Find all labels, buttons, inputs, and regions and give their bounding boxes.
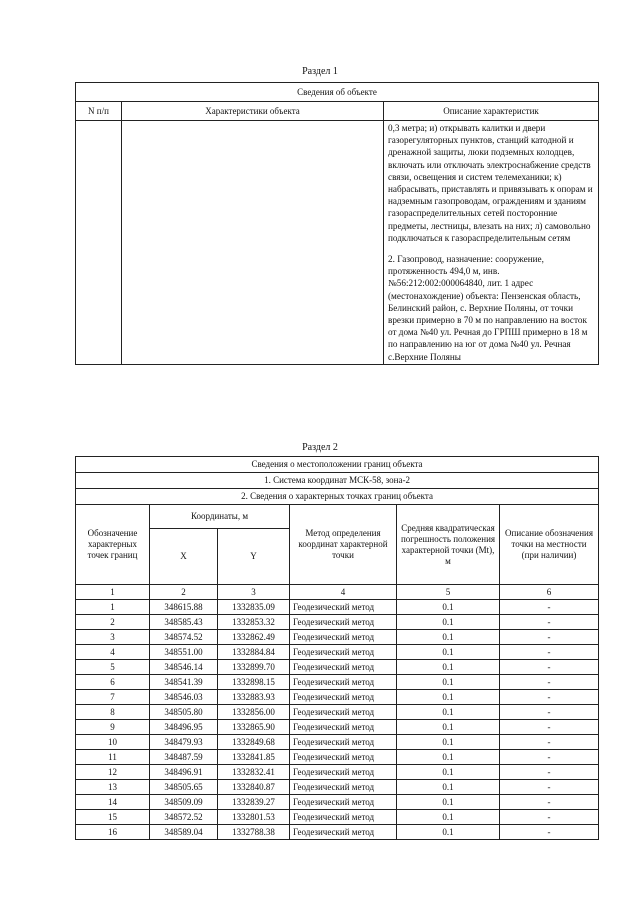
characteristics-cell bbox=[122, 121, 384, 365]
x-cell: 348585.43 bbox=[150, 615, 218, 630]
header-point-description: Описание обозначения точки на местности (при наличии) bbox=[500, 505, 599, 585]
y-cell: 1332841.85 bbox=[218, 750, 290, 765]
col-number-6: 6 bbox=[500, 585, 599, 600]
point-number-cell: 11 bbox=[76, 750, 150, 765]
error-cell: 0.1 bbox=[397, 720, 500, 735]
point-number-cell: 1 bbox=[76, 600, 150, 615]
y-cell: 1332849.68 bbox=[218, 735, 290, 750]
error-cell: 0.1 bbox=[397, 660, 500, 675]
error-cell: 0.1 bbox=[397, 645, 500, 660]
x-cell: 348574.52 bbox=[150, 630, 218, 645]
error-cell: 0.1 bbox=[397, 825, 500, 840]
method-cell: Геодезический метод bbox=[290, 825, 397, 840]
error-cell: 0.1 bbox=[397, 735, 500, 750]
table-row bbox=[76, 600, 599, 615]
point-description-cell: - bbox=[500, 810, 599, 825]
method-cell: Геодезический метод bbox=[290, 660, 397, 675]
table-row bbox=[76, 720, 599, 735]
table-row bbox=[76, 735, 599, 750]
col-number-1: 1 bbox=[76, 585, 150, 600]
section2-title: Раздел 2 bbox=[302, 442, 338, 453]
x-cell: 348479.93 bbox=[150, 735, 218, 750]
table-row bbox=[76, 615, 599, 630]
header-error: Средняя квадратическая погрешность положения характерной точки (Мt), м bbox=[397, 505, 500, 585]
x-cell: 348487.59 bbox=[150, 750, 218, 765]
header-y: Y bbox=[218, 529, 290, 585]
y-cell: 1332832.41 bbox=[218, 765, 290, 780]
x-cell: 348509.09 bbox=[150, 795, 218, 810]
point-number-cell: 6 bbox=[76, 675, 150, 690]
error-cell: 0.1 bbox=[397, 705, 500, 720]
points-title: 2. Сведения о характерных точках границ объекта bbox=[76, 489, 599, 505]
table-row bbox=[76, 660, 599, 675]
table-row bbox=[76, 690, 599, 705]
x-cell: 348551.00 bbox=[150, 645, 218, 660]
method-cell: Геодезический метод bbox=[290, 705, 397, 720]
x-cell: 348496.95 bbox=[150, 720, 218, 735]
point-description-cell: - bbox=[500, 690, 599, 705]
table-row bbox=[76, 765, 599, 780]
point-description-cell: - bbox=[500, 780, 599, 795]
table-row bbox=[76, 825, 599, 840]
table-row bbox=[76, 705, 599, 720]
object-info-title: Сведения об объекте bbox=[76, 83, 599, 102]
method-cell: Геодезический метод bbox=[290, 780, 397, 795]
y-cell: 1332899.70 bbox=[218, 660, 290, 675]
table-row bbox=[76, 810, 599, 825]
error-cell: 0.1 bbox=[397, 615, 500, 630]
description-text-part2: 2. Газопровод, назначение: сооружение, протяженность 494,0 м, инв.№56:212:002:000064840, лит. 1 адрес (местонахождение) объекта: Пензенская область, Белинский район, с. Верхние Поляны, от точки врезки примерно в 70 м по направлению на восток от дома №40 ул. Речная до ГРПШ примерно в 18 м по направлению на юг от дома №40 ул. Речная с.Верхние Поляны bbox=[388, 254, 588, 362]
point-number-cell: 15 bbox=[76, 810, 150, 825]
point-description-cell: - bbox=[500, 705, 599, 720]
y-cell: 1332883.93 bbox=[218, 690, 290, 705]
location-title: Сведения о местоположении границ объекта bbox=[76, 457, 599, 473]
point-number-cell: 5 bbox=[76, 660, 150, 675]
method-cell: Геодезический метод bbox=[290, 765, 397, 780]
x-cell: 348546.14 bbox=[150, 660, 218, 675]
error-cell: 0.1 bbox=[397, 810, 500, 825]
error-cell: 0.1 bbox=[397, 795, 500, 810]
point-number-cell: 2 bbox=[76, 615, 150, 630]
point-description-cell: - bbox=[500, 615, 599, 630]
col-header-description: Описание характеристик bbox=[384, 102, 599, 121]
method-cell: Геодезический метод bbox=[290, 690, 397, 705]
y-cell: 1332856.00 bbox=[218, 705, 290, 720]
row-number-cell bbox=[76, 121, 122, 365]
method-cell: Геодезический метод bbox=[290, 720, 397, 735]
point-number-cell: 9 bbox=[76, 720, 150, 735]
method-cell: Геодезический метод bbox=[290, 645, 397, 660]
method-cell: Геодезический метод bbox=[290, 750, 397, 765]
method-cell: Геодезический метод bbox=[290, 675, 397, 690]
error-cell: 0.1 bbox=[397, 600, 500, 615]
y-cell: 1332839.27 bbox=[218, 795, 290, 810]
point-number-cell: 3 bbox=[76, 630, 150, 645]
table-row bbox=[76, 675, 599, 690]
point-description-cell: - bbox=[500, 600, 599, 615]
col-number-4: 4 bbox=[290, 585, 397, 600]
error-cell: 0.1 bbox=[397, 780, 500, 795]
col-header-number: N п/п bbox=[76, 102, 122, 121]
x-cell: 348546.03 bbox=[150, 690, 218, 705]
col-header-characteristics: Характеристики объекта bbox=[122, 102, 384, 121]
header-designation: Обозначение характерных точек границ bbox=[76, 505, 150, 585]
method-cell: Геодезический метод bbox=[290, 795, 397, 810]
y-cell: 1332840.87 bbox=[218, 780, 290, 795]
y-cell: 1332788.38 bbox=[218, 825, 290, 840]
point-description-cell: - bbox=[500, 720, 599, 735]
table-row bbox=[76, 645, 599, 660]
point-description-cell: - bbox=[500, 825, 599, 840]
error-cell: 0.1 bbox=[397, 750, 500, 765]
point-number-cell: 7 bbox=[76, 690, 150, 705]
y-cell: 1332835.09 bbox=[218, 600, 290, 615]
error-cell: 0.1 bbox=[397, 630, 500, 645]
point-number-cell: 14 bbox=[76, 795, 150, 810]
method-cell: Геодезический метод bbox=[290, 600, 397, 615]
error-cell: 0.1 bbox=[397, 675, 500, 690]
point-description-cell: - bbox=[500, 675, 599, 690]
y-cell: 1332865.90 bbox=[218, 720, 290, 735]
point-number-cell: 8 bbox=[76, 705, 150, 720]
method-cell: Геодезический метод bbox=[290, 735, 397, 750]
header-coords: Координаты, м bbox=[150, 505, 290, 529]
y-cell: 1332884.84 bbox=[218, 645, 290, 660]
col-number-5: 5 bbox=[397, 585, 500, 600]
boundary-points-table bbox=[75, 456, 599, 840]
coord-system: 1. Система координат МСК-58, зона-2 bbox=[76, 473, 599, 489]
method-cell: Геодезический метод bbox=[290, 615, 397, 630]
x-cell: 348541.39 bbox=[150, 675, 218, 690]
point-number-cell: 10 bbox=[76, 735, 150, 750]
method-cell: Геодезический метод bbox=[290, 630, 397, 645]
object-info-table bbox=[75, 82, 599, 365]
y-cell: 1332801.53 bbox=[218, 810, 290, 825]
point-number-cell: 13 bbox=[76, 780, 150, 795]
point-description-cell: - bbox=[500, 750, 599, 765]
x-cell: 348505.65 bbox=[150, 780, 218, 795]
y-cell: 1332853.32 bbox=[218, 615, 290, 630]
section1-title: Раздел 1 bbox=[302, 66, 338, 77]
table-row bbox=[76, 630, 599, 645]
table-row bbox=[76, 780, 599, 795]
x-cell: 348589.04 bbox=[150, 825, 218, 840]
point-number-cell: 12 bbox=[76, 765, 150, 780]
y-cell: 1332898.15 bbox=[218, 675, 290, 690]
point-description-cell: - bbox=[500, 645, 599, 660]
point-description-cell: - bbox=[500, 660, 599, 675]
x-cell: 348505.80 bbox=[150, 705, 218, 720]
x-cell: 348572.52 bbox=[150, 810, 218, 825]
col-number-2: 2 bbox=[150, 585, 218, 600]
header-method: Метод определения координат характерной точки bbox=[290, 505, 397, 585]
point-number-cell: 16 bbox=[76, 825, 150, 840]
header-x: X bbox=[150, 529, 218, 585]
x-cell: 348496.91 bbox=[150, 765, 218, 780]
point-description-cell: - bbox=[500, 765, 599, 780]
error-cell: 0.1 bbox=[397, 690, 500, 705]
x-cell: 348615.88 bbox=[150, 600, 218, 615]
point-description-cell: - bbox=[500, 630, 599, 645]
method-cell: Геодезический метод bbox=[290, 810, 397, 825]
error-cell: 0.1 bbox=[397, 765, 500, 780]
y-cell: 1332862.49 bbox=[218, 630, 290, 645]
point-description-cell: - bbox=[500, 735, 599, 750]
table-row bbox=[76, 750, 599, 765]
col-number-3: 3 bbox=[218, 585, 290, 600]
description-cell bbox=[384, 121, 599, 365]
point-number-cell: 4 bbox=[76, 645, 150, 660]
table-row bbox=[76, 795, 599, 810]
description-text-part1: 0,3 метра; и) открывать калитки и двери газорегуляторных пунктов, станций катодной и дренажной защиты, люки подземных колодцев, включать или отключать электроснабжение средств связи, освещения и систем телемеханики; к) набрасывать, приставлять и привязывать к опорам и надземным газопроводам, ограждениям и зданиям газораспределительных сетей посторонние предметы, лестницы, влезать на них; л) самовольно подключаться к газораспределительным сетям bbox=[388, 123, 593, 243]
point-description-cell: - bbox=[500, 795, 599, 810]
